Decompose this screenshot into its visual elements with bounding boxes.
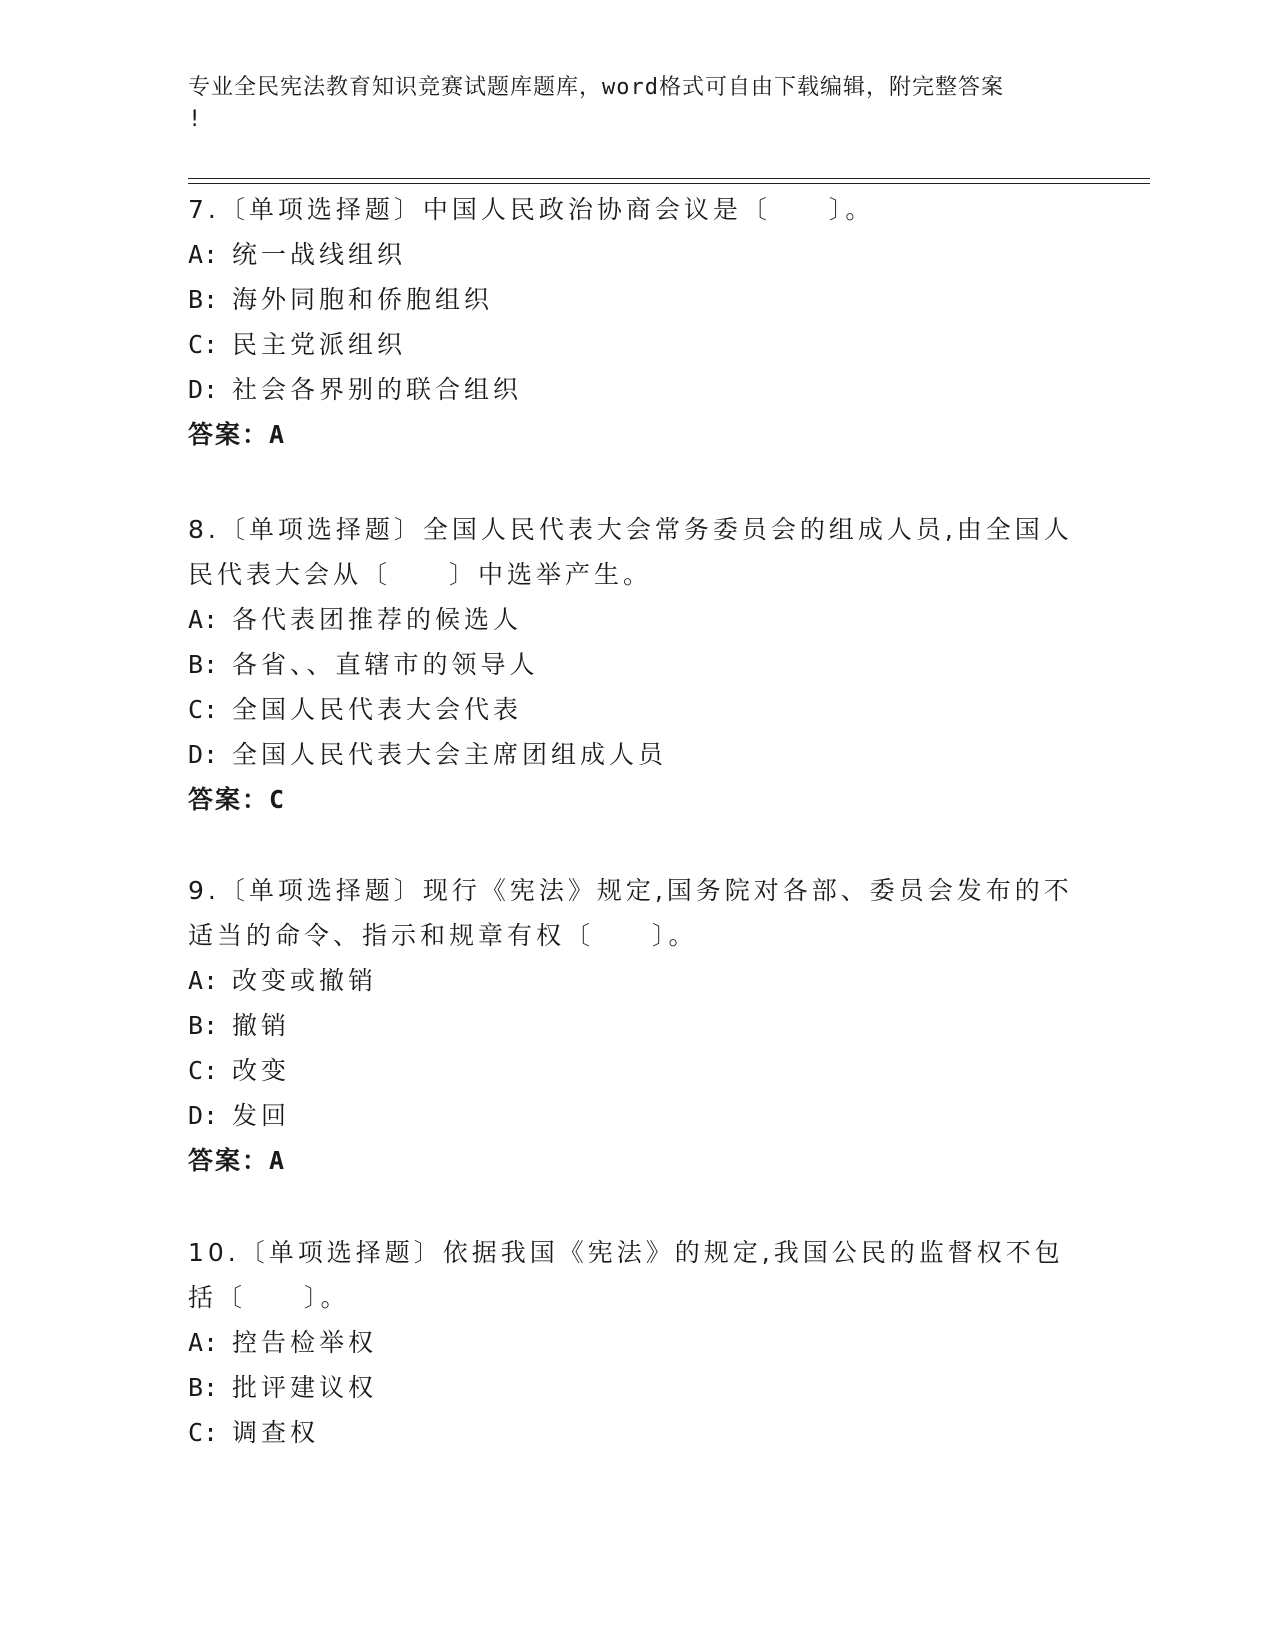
document-header [188, 72, 1068, 136]
option-letter: B: [188, 285, 219, 314]
option-text: 全国人民代表大会代表 [232, 695, 523, 724]
answer-line [188, 777, 1078, 822]
option-text: 调查权 [232, 1418, 320, 1447]
option-c [188, 1048, 1078, 1093]
option-text: 民主党派组织 [232, 330, 407, 359]
option-c [188, 322, 1078, 367]
header-text-line1: 专业全民宪法教育知识竞赛试题库题库，word格式可自由下载编辑，附完整答案 [188, 75, 1004, 100]
option-text: 全国人民代表大会主席团组成人员 [232, 740, 668, 769]
option-a [188, 1320, 1078, 1365]
option-text: 统一战线组织 [232, 240, 407, 269]
answer-value: C [269, 785, 287, 814]
option-a [188, 597, 1078, 642]
option-letter: A: [188, 1328, 219, 1357]
question-stem: 9.〔单项选择题〕现行《宪法》规定,国务院对各部、委员会发布的不适当的命令、指示和规章有权〔 〕。 [188, 876, 1073, 950]
question-7 [188, 187, 1078, 457]
option-text: 改变或撤销 [232, 966, 378, 995]
option-letter: B: [188, 1011, 219, 1040]
answer-label: 答案： [188, 785, 270, 814]
option-text: 控告检举权 [232, 1328, 378, 1357]
option-letter: A: [188, 240, 219, 269]
option-b [188, 277, 1078, 322]
option-letter: A: [188, 605, 219, 634]
answer-label: 答案： [188, 1146, 270, 1175]
answer-label: 答案： [188, 420, 270, 449]
question-stem: 8.〔单项选择题〕全国人民代表大会常务委员会的组成人员,由全国人民代表大会从〔 〕中选举产生。 [188, 515, 1073, 589]
option-letter: B: [188, 1373, 219, 1402]
question-9 [188, 868, 1078, 1183]
option-text: 各省、、直辖市的领导人 [232, 650, 539, 679]
option-letter: B: [188, 650, 219, 679]
option-a [188, 958, 1078, 1003]
option-b [188, 642, 1078, 687]
option-text: 社会各界别的联合组织 [232, 375, 523, 404]
option-c [188, 687, 1078, 732]
option-letter: D: [188, 375, 219, 404]
header-text-line2: ! [188, 107, 203, 132]
option-letter: A: [188, 966, 219, 995]
question-8 [188, 507, 1078, 822]
option-letter: C: [188, 1418, 219, 1447]
header-divider-top [188, 178, 1150, 179]
option-text: 海外同胞和侨胞组织 [232, 285, 494, 314]
question-stem: 10.〔单项选择题〕依据我国《宪法》的规定,我国公民的监督权不包括〔 〕。 [188, 1238, 1064, 1312]
answer-line [188, 1138, 1078, 1183]
option-text: 发回 [232, 1101, 291, 1130]
option-b [188, 1003, 1078, 1048]
option-letter: C: [188, 695, 219, 724]
option-text: 改变 [232, 1056, 291, 1085]
option-a [188, 232, 1078, 277]
question-10 [188, 1230, 1078, 1455]
option-text: 撤销 [232, 1011, 291, 1040]
option-letter: C: [188, 330, 219, 359]
option-letter: D: [188, 1101, 219, 1130]
question-stem: 7.〔单项选择题〕中国人民政治协商会议是〔 〕。 [188, 195, 875, 224]
option-text: 批评建议权 [232, 1373, 378, 1402]
answer-value: A [269, 420, 287, 449]
answer-value: A [269, 1146, 287, 1175]
option-letter: C: [188, 1056, 219, 1085]
option-d [188, 1093, 1078, 1138]
option-c [188, 1410, 1078, 1455]
option-b [188, 1365, 1078, 1410]
option-d [188, 367, 1078, 412]
answer-line [188, 412, 1078, 457]
header-divider-bottom [188, 183, 1150, 184]
option-text: 各代表团推荐的候选人 [232, 605, 523, 634]
option-d [188, 732, 1078, 777]
option-letter: D: [188, 740, 219, 769]
